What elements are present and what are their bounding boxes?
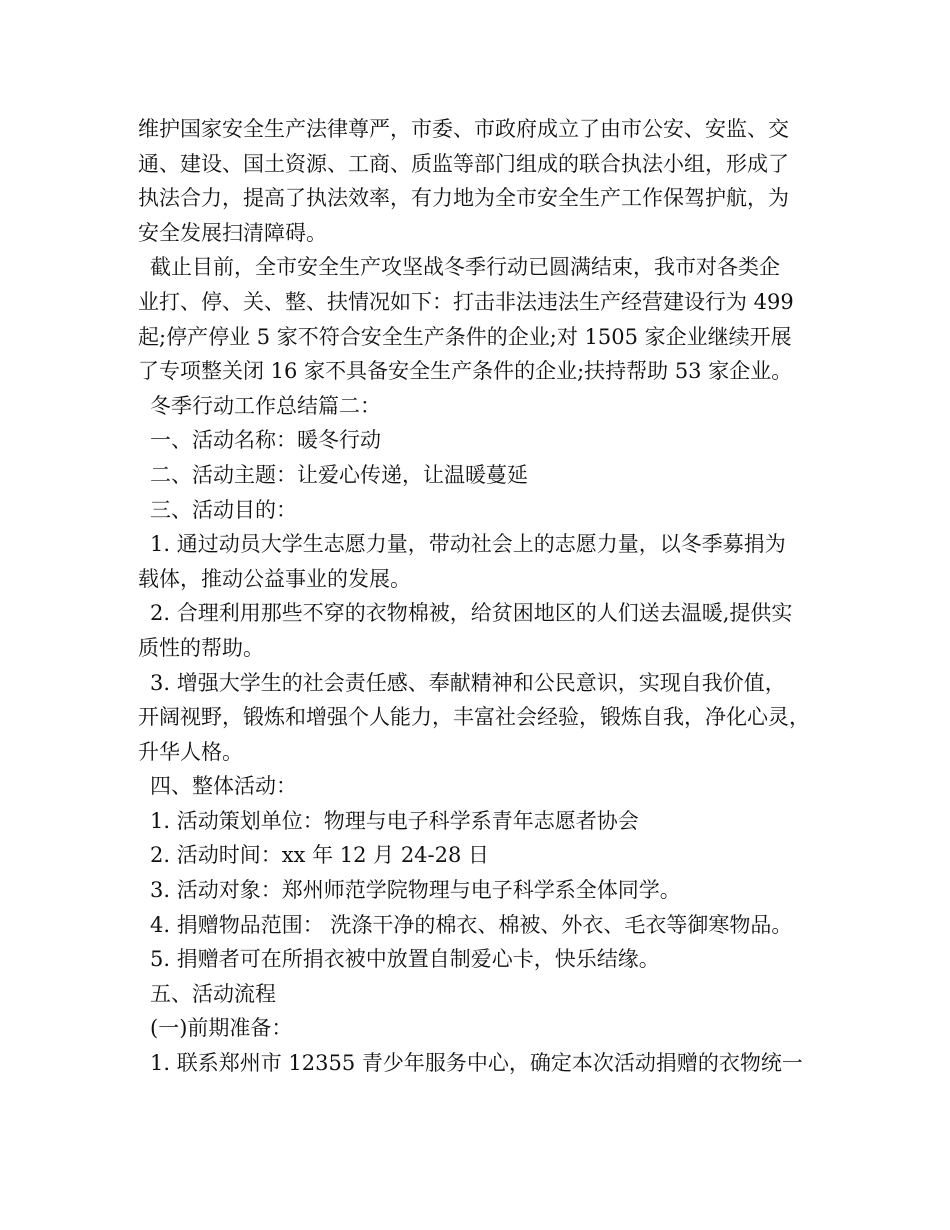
text-line: 2. 合理利用那些不穿的衣物棉被，给贫困地区的人们送去温暖,提供实	[150, 601, 793, 626]
text-line: 通、建设、国土资源、工商、质监等部门组成的联合执法小组，形成了	[138, 151, 789, 176]
text-line: 3. 活动对象：郑州师范学院物理与电子科学系全体同学。	[150, 878, 681, 903]
text-line: 4. 捐赠物品范围： 洗涤干净的棉衣、棉被、外衣、毛衣等御寒物品。	[150, 912, 793, 937]
text-line: 维护国家安全生产法律尊严，市委、市政府成立了由市公安、安监、交	[138, 117, 789, 141]
text-line: 2. 活动时间：xx 年 12 月 24-28 日	[150, 843, 490, 868]
text-line: 了专项整关闭 16 家不具备安全生产条件的企业;扶持帮助 53 家企业。	[138, 359, 793, 384]
text-line: 1. 联系郑州市 12355 青少年服务中心，确定本次活动捐赠的衣物统一	[150, 1051, 803, 1076]
text-line: 截止目前，全市安全生产攻坚战冬季行动已圆满结束，我市对各类企	[150, 255, 780, 280]
text-line: 业打、停、关、整、扶情况如下：打击非法违法生产经营建设行为 499	[138, 289, 794, 314]
document-body	[138, 112, 838, 1081]
text-line: 安全发展扫清障碍。	[138, 220, 327, 245]
text-line: 载体，推动公益事业的发展。	[138, 566, 411, 591]
text-line: (一)前期准备：	[150, 1016, 293, 1041]
text-line: 二、活动主题：让爱心传递，让温暖蔓延	[150, 462, 528, 487]
text-line: 执法合力，提高了执法效率，有力地为全市安全生产工作保驾护航，为	[138, 186, 789, 211]
text-line: 升华人格。	[138, 739, 243, 764]
text-line: 五、活动流程	[150, 981, 276, 1006]
text-line: 质性的帮助。	[138, 635, 264, 660]
text-line: 开阔视野，锻炼和增强个人能力，丰富社会经验，锻炼自我，净化心灵，	[138, 705, 810, 730]
text-line: 1. 通过动员大学生志愿力量，带动社会上的志愿力量，以冬季募捐为	[150, 532, 786, 557]
text-line: 三、活动目的：	[150, 497, 297, 522]
section-heading: 冬季行动工作总结篇二：	[150, 393, 381, 418]
text-line: 一、活动名称：暖冬行动	[150, 428, 381, 453]
text-line: 1. 活动策划单位：物理与电子科学系青年志愿者协会	[150, 808, 639, 833]
text-line: 5. 捐赠者可在所捐衣被中放置自制爱心卡，快乐结缘。	[150, 947, 660, 972]
text-line: 3. 增强大学生的社会责任感、奉献精神和公民意识，实现自我价值，	[150, 670, 786, 695]
text-line: 四、整体活动：	[150, 774, 297, 799]
text-line: 起;停产停业 5 家不符合安全生产条件的企业;对 1505 家企业继续开展	[138, 324, 792, 349]
